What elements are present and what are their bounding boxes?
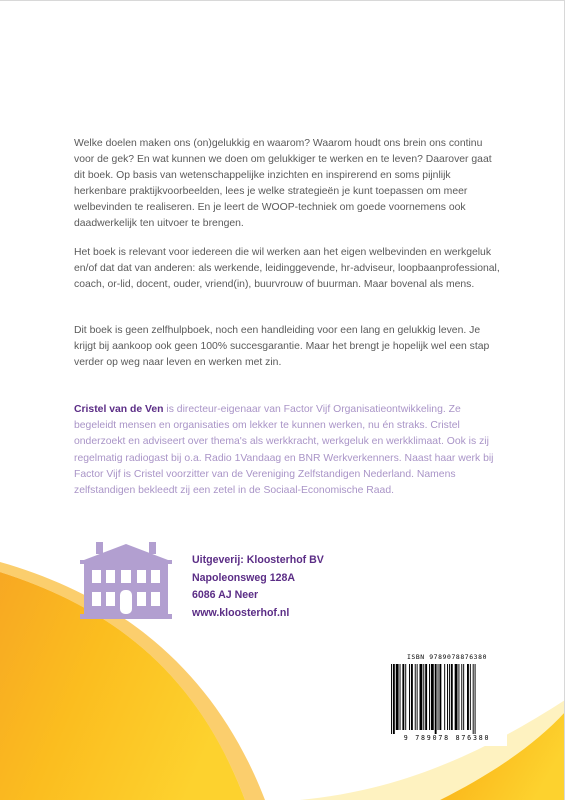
description-paragraph-3: Dit boek is geen zelfhulpboek, noch een handleiding voor een lang en gelukkig leven. Je krijgt bij aankoop ook geen 100% succesgarantie. Maar het brengt je hopelijk wel een stap verder op weg naar leven en werken met zin. xyxy=(74,325,490,368)
barcode-bar xyxy=(475,664,476,734)
barcode-bar xyxy=(417,664,418,730)
publisher-postal-city: 6086 AJ Neer xyxy=(192,589,259,601)
barcode-bar xyxy=(415,664,416,730)
barcode-bar xyxy=(420,664,423,730)
barcode-bar xyxy=(451,664,453,730)
barcode-bar xyxy=(402,664,404,730)
barcode-bar xyxy=(423,664,424,730)
barcode-bar xyxy=(461,664,462,730)
ean-digits: 9 789078 876380 xyxy=(403,734,491,742)
barcode-bar xyxy=(435,664,437,734)
publisher-info xyxy=(192,552,324,622)
description-paragraph-1: Welke doelen maken ons (on)gelukkig en waarom? Waarom houdt ons brein ons continu voor de gek? En wat kunnen we doen om gelukkiger te werken en te leven? Daarover gaat dit boek. Op basis van wetenschappelijke inzichten en inspirerend en soms pijnlijk herkenbare praktijkvoorbeelden, lees je welke strategieën je kunt toepassen om meer welbevinden te realiseren. En je leert de WOOP-techniek om goede voornemens ook daadwerkelijk ten uitvoer te brengen. xyxy=(74,138,492,229)
barcode-bar xyxy=(439,664,441,730)
publisher-name: Uitgeverij: Kloosterhof BV xyxy=(192,554,324,566)
barcode-bar xyxy=(458,664,459,730)
author-bio xyxy=(74,402,494,499)
barcode-bar xyxy=(455,664,458,730)
barcode-bar xyxy=(405,664,406,730)
barcode-bars xyxy=(391,664,503,734)
barcode-bar xyxy=(444,664,445,730)
publisher-street: Napoleonsweg 128A xyxy=(192,571,296,584)
barcode-bar xyxy=(473,664,474,734)
barcode-bar xyxy=(400,664,401,730)
barcode xyxy=(387,652,507,746)
isbn-label: ISBN 9789078876380 xyxy=(406,653,488,661)
barcode-bar xyxy=(438,664,439,730)
description-paragraph-2: Het boek is relevant voor iedereen die wil werken aan het eigen welbevinden en werkgeluk en/of dat dat van anderen: als werkende, leidinggevende, hr-adviseur, loopbaanprofessional, coach, or-lid, docent, ouder, vriend(in), buurvrouw of buurman. Maar bovenal als mens. xyxy=(74,247,500,290)
barcode-bar xyxy=(396,664,399,730)
barcode-bar xyxy=(467,664,469,730)
barcode-bar xyxy=(425,664,427,730)
barcode-bar xyxy=(391,664,392,734)
barcode-bar xyxy=(431,664,434,730)
barcode-bar xyxy=(393,664,395,734)
author-name: Cristel van de Ven xyxy=(74,404,164,415)
barcode-bar xyxy=(409,664,410,730)
house-icon xyxy=(78,540,174,620)
barcode-bar xyxy=(463,664,464,730)
barcode-bar xyxy=(447,664,448,730)
publisher-website: www.kloosterhof.nl xyxy=(192,606,290,619)
barcode-bar xyxy=(449,664,450,730)
barcode-bar xyxy=(429,664,430,730)
barcode-bar xyxy=(411,664,413,730)
barcode-bar xyxy=(470,664,471,730)
author-bio-text: is directeur-eigenaar van Factor Vijf Organisatieontwikkeling. Ze begeleidt mensen en organisaties om lekker te kunnen werken, nu én straks. Cristel onderzoekt en adviseert over thema's als werkkracht, werkgeluk en werkklimaat. Ook is zij regelmatig radiogast bij o.a. Radio 1Vandaag en BNR Werkverkenners. Naast haar werk bij Factor Vijf is Cristel voorzitter van de Vereniging Zelfstandigen Nederland. Namens zelfstandigen bekleedt zij een zetel in de Sociaal-Economische Raad. xyxy=(74,404,494,497)
